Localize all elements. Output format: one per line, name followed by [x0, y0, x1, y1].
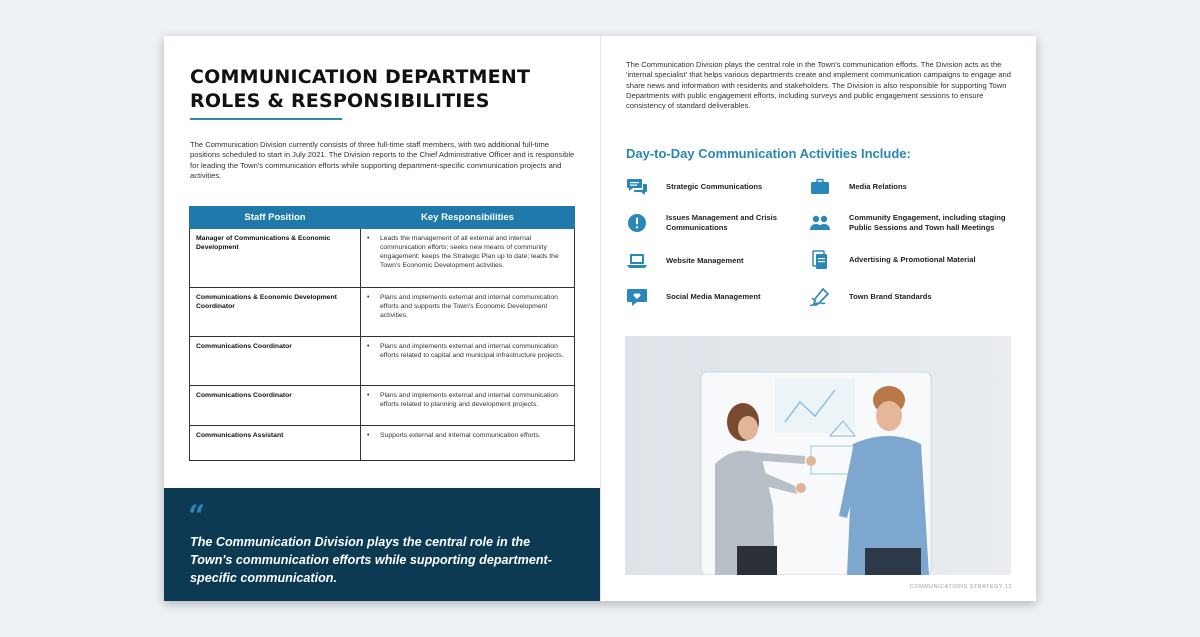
page-title — [190, 65, 530, 113]
table-row — [190, 386, 575, 426]
pull-quote-box — [164, 488, 600, 601]
document-spread — [164, 36, 1036, 601]
staff-position: Communications Assistant — [190, 426, 361, 461]
page-footer: COMMUNICATIONS STRATEGY 12 — [909, 584, 1012, 590]
staff-position: Manager of Communications & Economic Development — [190, 229, 361, 288]
key-responsibility — [361, 426, 575, 461]
activity-label: Town Brand Standards — [849, 291, 932, 301]
responsibility-bullet: • Supports external and internal communication efforts. — [367, 431, 568, 440]
activity-label: Advertising & Promotional Material — [849, 254, 976, 264]
activity-label: Media Relations — [849, 181, 907, 191]
activity-label: Issues Management and Crisis Communications — [666, 212, 777, 232]
division-paragraph: The Communication Division plays the central role in the Town's communication efforts. The Division acts as the 'internal specialist' that helps various departments create and implement communication campaigns to engage and share news and information with residents and stakeholders. The Division is also responsible for supporting Town Departments with public engagement efforts, including surveys and public engagement sessions to ensure consistency of standard deliverables. — [626, 60, 1011, 111]
table-row — [190, 288, 575, 337]
title-underline — [190, 118, 342, 120]
activity-item — [809, 212, 1019, 234]
activity-label: Strategic Communications — [666, 181, 763, 191]
key-responsibility — [361, 337, 575, 386]
table-row — [190, 426, 575, 461]
table-header-position: Staff Position — [190, 207, 361, 229]
activity-label: Social Media Management — [666, 291, 761, 301]
activities-heading: Day-to-Day Communication Activities Include: — [626, 146, 911, 161]
table-header-responsibilities: Key Responsibilities — [361, 207, 575, 229]
chat-heart-icon — [626, 286, 648, 308]
table-row — [190, 229, 575, 288]
key-responsibility — [361, 288, 575, 337]
briefcase-icon — [809, 176, 831, 198]
staff-position: Communications Coordinator — [190, 386, 361, 426]
activity-item — [626, 176, 762, 198]
alert-icon — [626, 212, 648, 234]
responsibility-bullet: • Plans and implements external and internal communication efforts and supports the Town's Economic Development activities. — [367, 293, 568, 320]
speech-bubbles-icon — [626, 176, 648, 198]
documents-icon — [809, 249, 831, 271]
table-row — [190, 337, 575, 386]
activity-item — [626, 250, 744, 272]
staff-position: Communications & Economic Development Coordinator — [190, 288, 361, 337]
activity-item — [626, 286, 761, 308]
people-icon — [809, 212, 831, 234]
pull-quote: The Communication Division plays the central role in the Town's communication efforts while supporting department-specific communication. — [190, 535, 552, 585]
title-line-2: ROLES & RESPONSIBILITIES — [190, 90, 490, 112]
team-photo — [625, 336, 1011, 575]
quote-mark-icon: “ — [188, 499, 206, 534]
intro-paragraph: The Communication Division currently consists of three full-time staff members, with two additional full-time positions scheduled to start in July 2021. The Division reports to the Chief Administrative Officer and is responsible for leading the Town's communication efforts while supporting department-specific communication projects and activities. — [190, 140, 575, 181]
responsibility-bullet: • Plans and implements external and internal communication efforts related to capital and municipal infrastructure projects. — [367, 342, 568, 360]
activity-item — [809, 176, 907, 198]
activity-item — [809, 249, 976, 271]
responsibility-bullet: • Leads the management of all external and internal communication efforts; seeks new means of community engagement; keeps the Strategic Plan up to date; leads the Town's Economic Development activities. — [367, 234, 568, 270]
activity-item — [809, 286, 932, 308]
activity-label: Website Management — [666, 255, 744, 265]
activity-item — [626, 212, 796, 234]
activity-label: Community Engagement, including staging Public Sessions and Town hall Meetings — [849, 212, 1006, 232]
staff-table — [189, 206, 575, 461]
key-responsibility — [361, 229, 575, 288]
title-line-1: COMMUNICATION DEPARTMENT — [190, 66, 531, 88]
laptop-icon — [626, 250, 648, 272]
staff-position: Communications Coordinator — [190, 337, 361, 386]
responsibility-bullet: • Plans and implements external and internal communication efforts related to planning and development projects. — [367, 391, 568, 409]
pen-signature-icon — [809, 286, 831, 308]
whiteboard-scene-image — [625, 336, 1011, 575]
key-responsibility — [361, 386, 575, 426]
